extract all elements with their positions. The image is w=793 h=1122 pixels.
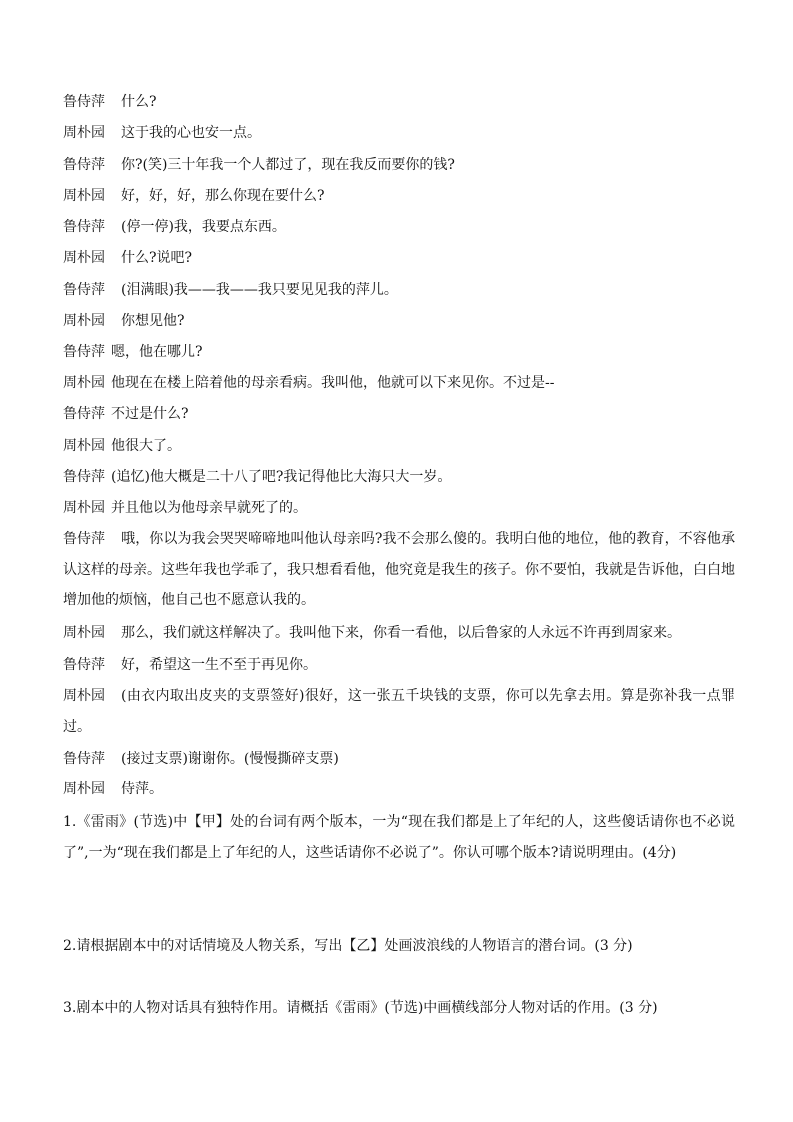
line-text: 你?(笑)三十年我一个人都过了，现在我反而要你的钱? [121, 157, 455, 173]
speaker-name: 周朴园 [63, 500, 105, 516]
speaker-name: 鲁侍萍 [63, 94, 105, 110]
line-text: 这于我的心也安一点。 [121, 125, 261, 141]
line-text: 什么? [121, 94, 157, 110]
dialogue-line [63, 373, 743, 393]
line-text: 他很大了。 [111, 438, 181, 454]
speaker-name: 鲁侍萍 [63, 657, 105, 673]
speaker-name: 周朴园 [63, 781, 105, 797]
dialogue-line [63, 623, 743, 643]
dialogue-line [63, 123, 743, 143]
dialogue-line [63, 248, 743, 268]
question-1: 1.《雷雨》(节选)中【甲】处的台词有两个版本，一为“现在我们都是上了年纪的人，这些傻话请你也不必说了”,一为“现在我们都是上了年纪的人，这些话请你不必说了”。你认可哪个版本?请说明理由。(4分) [63, 814, 735, 861]
dialogue-line [63, 498, 743, 518]
speaker-name: 鲁侍萍 [63, 344, 105, 360]
dialogue-line [63, 436, 743, 456]
speaker-name: 鲁侍萍 [63, 469, 105, 485]
speaker-name: 鲁侍萍 [63, 406, 105, 422]
line-text: 那么，我们就这样解决了。我叫他下来，你看一看他，以后鲁家的人永远不许再到周家来。 [121, 625, 681, 641]
speaker-name: 周朴园 [63, 438, 105, 454]
line-text: (由衣内取出皮夹的支票签好)很好，这一张五千块钱的支票，你可以先拿去用。算是弥补我一点罪过。 [63, 688, 735, 735]
speaker-name: 鲁侍萍 [63, 282, 105, 298]
dialogue-line [63, 311, 743, 331]
dialogue-line [63, 155, 743, 175]
speaker-name: 鲁侍萍 [63, 751, 105, 767]
line-text: (泪满眼)我——我——我只要见见我的萍儿。 [121, 282, 398, 298]
line-text: 好，希望这一生不至于再见你。 [121, 657, 317, 673]
line-text: (追忆)他大概是二十八了吧?我记得他比大海只大一岁。 [111, 469, 452, 485]
dialogue-line [63, 186, 743, 206]
dialogue-line [63, 467, 743, 487]
dialogue-line [63, 92, 743, 112]
speaker-name: 周朴园 [63, 375, 105, 391]
line-text: 并且他以为他母亲早就死了的。 [111, 500, 307, 516]
question-2: 2.请根据剧本中的对话情境及人物关系，写出【乙】处画波浪线的人物语言的潜台词。(3 分) [63, 938, 633, 954]
line-text: 什么?说吧? [121, 250, 193, 266]
line-text: 好，好，好，那么你现在要什么? [121, 188, 325, 204]
line-text: 侍萍。 [121, 781, 163, 797]
dialogue-line [63, 342, 743, 362]
dialogue-line [63, 779, 743, 799]
line-text: 哦，你以为我会哭哭啼啼地叫他认母亲吗?我不会那么傻的。我明白他的地位，他的教育，不容他承认这样的母亲。这些年我也学乖了，我只想看看他，他究竟是我生的孩子。你不要怕，我就是告诉他，白白地增加他的烦恼，他自己也不愿意认我的。 [63, 531, 735, 608]
speaker-name: 周朴园 [63, 625, 105, 641]
dialogue-paragraph [63, 524, 735, 616]
line-text: 不过是什么? [111, 406, 189, 422]
line-text: 嗯，他在哪儿? [111, 344, 203, 360]
speaker-name: 周朴园 [63, 250, 105, 266]
speaker-name: 周朴园 [63, 688, 105, 704]
dialogue-line [63, 655, 743, 675]
dialogue-line [63, 404, 743, 424]
speaker-name: 鲁侍萍 [63, 531, 105, 547]
dialogue-line [63, 749, 743, 769]
line-text: (停一停)我，我要点东西。 [121, 219, 286, 235]
line-text: 你想见他? [121, 313, 185, 329]
speaker-name: 周朴园 [63, 188, 105, 204]
speaker-name: 鲁侍萍 [63, 157, 105, 173]
line-text: (接过支票)谢谢你。(慢慢撕碎支票) [121, 751, 339, 767]
dialogue-paragraph [63, 681, 735, 742]
speaker-name: 周朴园 [63, 125, 105, 141]
line-text: 他现在在楼上陪着他的母亲看病。我叫他，他就可以下来见你。不过是-- [111, 375, 555, 391]
dialogue-line [63, 280, 743, 300]
speaker-name: 周朴园 [63, 313, 105, 329]
speaker-name: 鲁侍萍 [63, 219, 105, 235]
dialogue-line [63, 217, 743, 237]
question-3: 3.剧本中的人物对话具有独特作用。请概括《雷雨》(节选)中画横线部分人物对话的作用。(3 分) [63, 1000, 658, 1016]
